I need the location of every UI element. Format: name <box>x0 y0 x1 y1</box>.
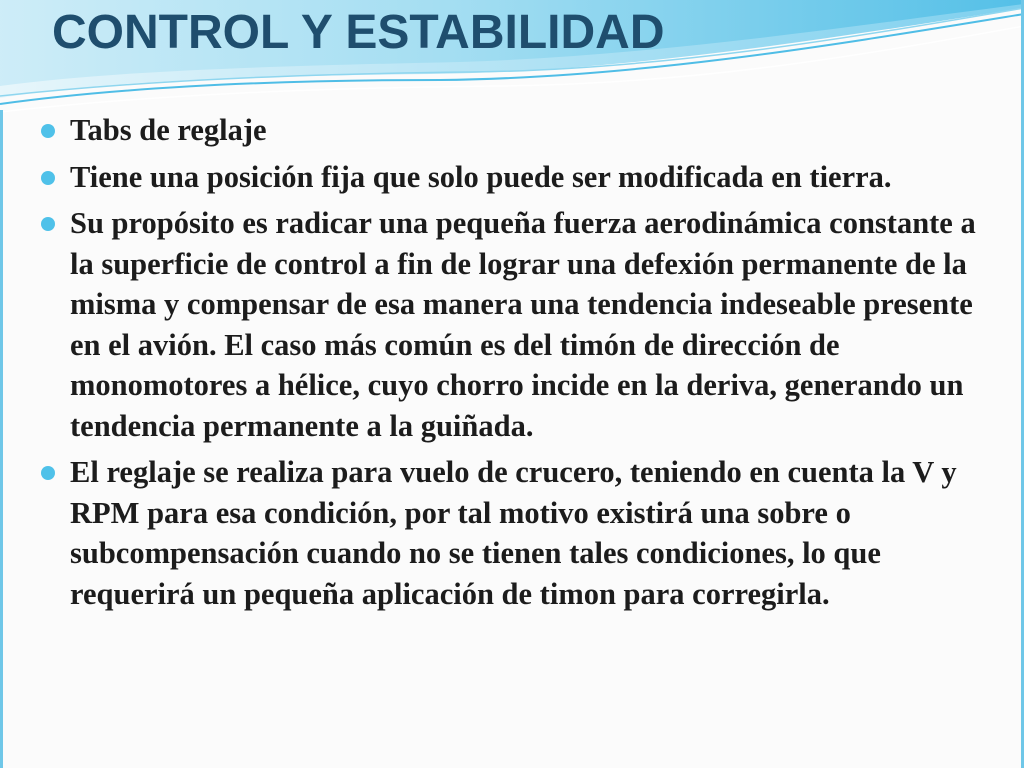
bullet-text: El reglaje se realiza para vuelo de crucero, teniendo en cuenta la V y RPM para esa condición, por tal motivo existirá una sobre o subcompensación cuando no se tienen tales condiciones, lo que requerirá un pequeña aplicación de timon para corregirla. <box>70 455 957 611</box>
slide-title: CONTROL Y ESTABILIDAD <box>52 6 665 59</box>
bullet-item <box>40 203 1000 446</box>
bullet-text: Su propósito es radicar una pequeña fuerza aerodinámica constante a la superficie de control a fin de lograr una defexión permanente de la misma y compensar de esa manera una tendencia indeseable presente en el avión. El caso más común es del timón de dirección de monomotores a hélice, cuyo chorro incide en la deriva, generando un tendencia permanente a la guiñada. <box>70 206 976 443</box>
bullet-item <box>40 452 1000 614</box>
bullet-dot-icon <box>41 217 55 231</box>
bullet-list <box>40 110 1000 620</box>
bullet-dot-icon <box>41 171 55 185</box>
bullet-dot-icon <box>41 466 55 480</box>
bullet-text: Tabs de reglaje <box>70 113 267 147</box>
bullet-item <box>40 110 1000 151</box>
bullet-text: Tiene una posición fija que solo puede ser modificada en tierra. <box>70 159 892 194</box>
bullet-dot-icon <box>41 124 55 138</box>
left-border-line <box>0 110 3 768</box>
bullet-item <box>40 157 1000 198</box>
